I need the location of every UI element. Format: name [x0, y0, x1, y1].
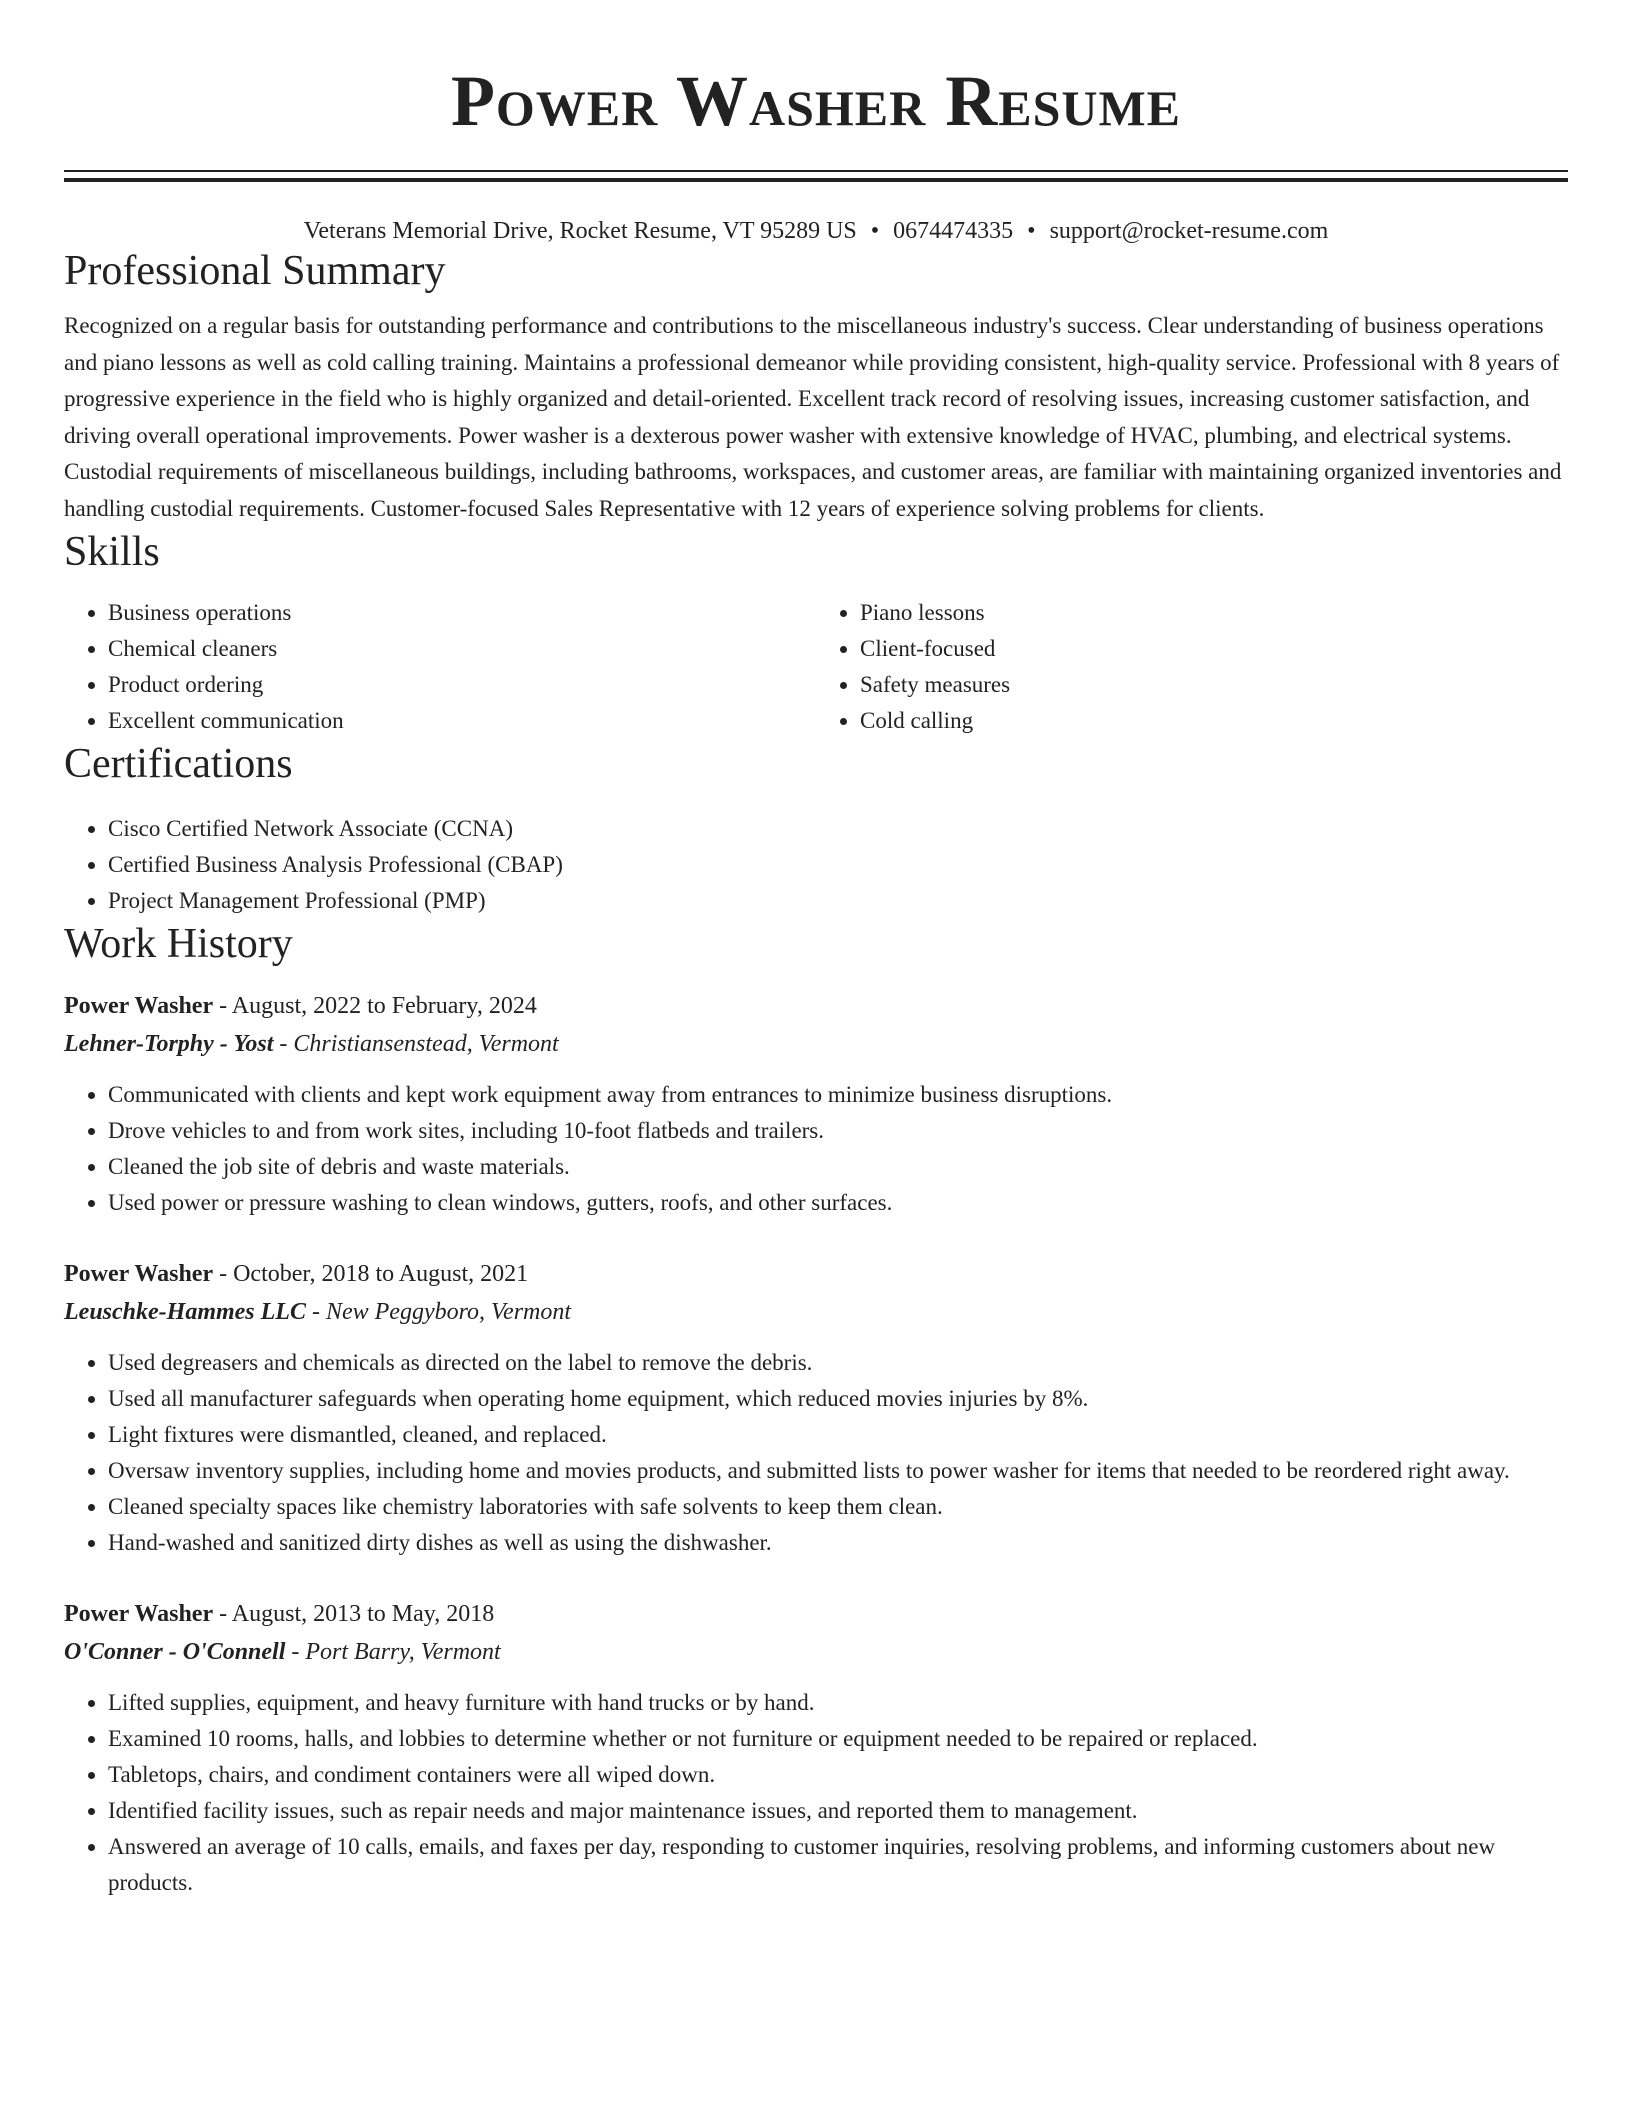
title-divider-thin — [64, 170, 1568, 172]
certification-item: • Project Management Professional (PMP) — [108, 883, 1568, 919]
job-bullet: • Examined 10 rooms, halls, and lobbies to determine whether or not furniture or equipment needed to be repaired or replaced. — [108, 1721, 1568, 1757]
job-bullets — [64, 1077, 1568, 1221]
job-company-line — [64, 1633, 1568, 1671]
certifications-heading: Certifications — [64, 741, 293, 787]
job-dates: - August, 2022 to February, 2024 — [213, 993, 537, 1019]
job-company-line — [64, 1293, 1568, 1331]
job-bullet: • Used power or pressure washing to clean windows, gutters, roofs, and other surfaces. — [108, 1185, 1568, 1221]
job-entry — [64, 987, 1568, 1221]
job-bullet: • Identified facility issues, such as repair needs and major maintenance issues, and reported them to management. — [108, 1793, 1568, 1829]
skill-item: • Cold calling — [860, 703, 1568, 739]
summary-text: Recognized on a regular basis for outstanding performance and contributions to the miscellaneous industry's success. Clear understanding of business operations and piano lessons as well as cold calling training. Maintains a professional demeanor while providing consistent, high-quality service. Professional with 8 years of progressive experience in the field who is highly organized and detail-oriented. Excellent track record of resolving issues, increasing customer satisfaction, and driving overall operational improvements. Power washer is a dexterous power washer with extensive knowledge of HVAC, plumbing, and electrical systems. Custodial requirements of miscellaneous buildings, including bathrooms, workspaces, and customer areas, are familiar with maintaining organized inventories and handling custodial requirements. Customer-focused Sales Representative with 12 years of experience solving problems for clients. — [64, 313, 1562, 521]
job-bullet: • Hand-washed and sanitized dirty dishes as well as using the dishwasher. — [108, 1525, 1568, 1561]
certification-item: • Cisco Certified Network Associate (CCNA) — [108, 811, 1568, 847]
skills-list-right — [816, 595, 1568, 739]
job-bullet: • Answered an average of 10 calls, emails, and faxes per day, responding to customer inquiries, resolving problems, and informing customers about new products. — [108, 1829, 1568, 1901]
job-bullet: • Light fixtures were dismantled, cleaned, and replaced. — [108, 1417, 1568, 1453]
job-title-line — [64, 1255, 1568, 1293]
job-dates: - August, 2013 to May, 2018 — [213, 1601, 495, 1627]
skill-item: • Chemical cleaners — [108, 631, 816, 667]
contact-phone: 0674474335 — [893, 218, 1014, 244]
contact-separator: • — [870, 218, 880, 244]
job-bullet: • Tabletops, chairs, and condiment containers were all wiped down. — [108, 1757, 1568, 1793]
job-bullet: • Oversaw inventory supplies, including home and movies products, and submitted lists to power washer for items that needed to be reordered right away. — [108, 1453, 1568, 1489]
job-location: - New Peggyboro, Vermont — [305, 1299, 572, 1325]
job-entry — [64, 1255, 1568, 1561]
job-title-line — [64, 1595, 1568, 1633]
job-location: - Christiansenstead, Vermont — [273, 1031, 559, 1057]
job-location: - Port Barry, Vermont — [285, 1639, 501, 1665]
skill-item: • Safety measures — [860, 667, 1568, 703]
skill-item: • Business operations — [108, 595, 816, 631]
job-bullet: • Communicated with clients and kept work equipment away from entrances to minimize business disruptions. — [108, 1077, 1568, 1113]
certifications-list — [64, 811, 1568, 919]
contact-line — [64, 216, 1568, 246]
job-title-line — [64, 987, 1568, 1025]
job-title: Power Washer — [64, 1261, 214, 1287]
job-bullet: • Lifted supplies, equipment, and heavy furniture with hand trucks or by hand. — [108, 1685, 1568, 1721]
title-divider-thick — [64, 178, 1568, 182]
job-bullets — [64, 1685, 1568, 1901]
contact-email: support@rocket-resume.com — [1049, 218, 1329, 244]
job-entry — [64, 1595, 1568, 1901]
certification-item: • Certified Business Analysis Professional (CBAP) — [108, 847, 1568, 883]
job-bullet: • Cleaned specialty spaces like chemistry laboratories with safe solvents to keep them clean. — [108, 1489, 1568, 1525]
job-dates: - October, 2018 to August, 2021 — [213, 1261, 529, 1287]
job-bullets — [64, 1345, 1568, 1561]
job-title: Power Washer — [64, 1601, 214, 1627]
job-company: Leuschke-Hammes LLC — [64, 1299, 306, 1325]
job-bullet: • Used degreasers and chemicals as directed on the label to remove the debris. — [108, 1345, 1568, 1381]
job-bullet: • Cleaned the job site of debris and waste materials. — [108, 1149, 1568, 1185]
skills-list-left — [64, 595, 816, 739]
work-history-heading: Work History — [64, 921, 293, 967]
skill-item: • Piano lessons — [860, 595, 1568, 631]
skills-heading: Skills — [64, 529, 160, 575]
job-company-line — [64, 1025, 1568, 1063]
job-bullet: • Used all manufacturer safeguards when operating home equipment, which reduced movies injuries by 8%. — [108, 1381, 1568, 1417]
skill-item: • Excellent communication — [108, 703, 816, 739]
contact-separator: • — [1027, 218, 1036, 244]
skill-item: • Product ordering — [108, 667, 816, 703]
job-company: O'Conner - O'Connell — [64, 1639, 286, 1665]
job-title: Power Washer — [64, 993, 214, 1019]
job-company: Lehner-Torphy - Yost — [64, 1031, 274, 1057]
resume-title: Power Washer Resume — [450, 61, 1182, 141]
contact-address: Veterans Memorial Drive, Rocket Resume, VT 95289 US — [303, 218, 857, 244]
skills-columns — [64, 595, 1568, 739]
job-bullet: • Drove vehicles to and from work sites, including 10-foot flatbeds and trailers. — [108, 1113, 1568, 1149]
summary-heading: Professional Summary — [64, 248, 446, 294]
skill-item: • Client-focused — [860, 631, 1568, 667]
